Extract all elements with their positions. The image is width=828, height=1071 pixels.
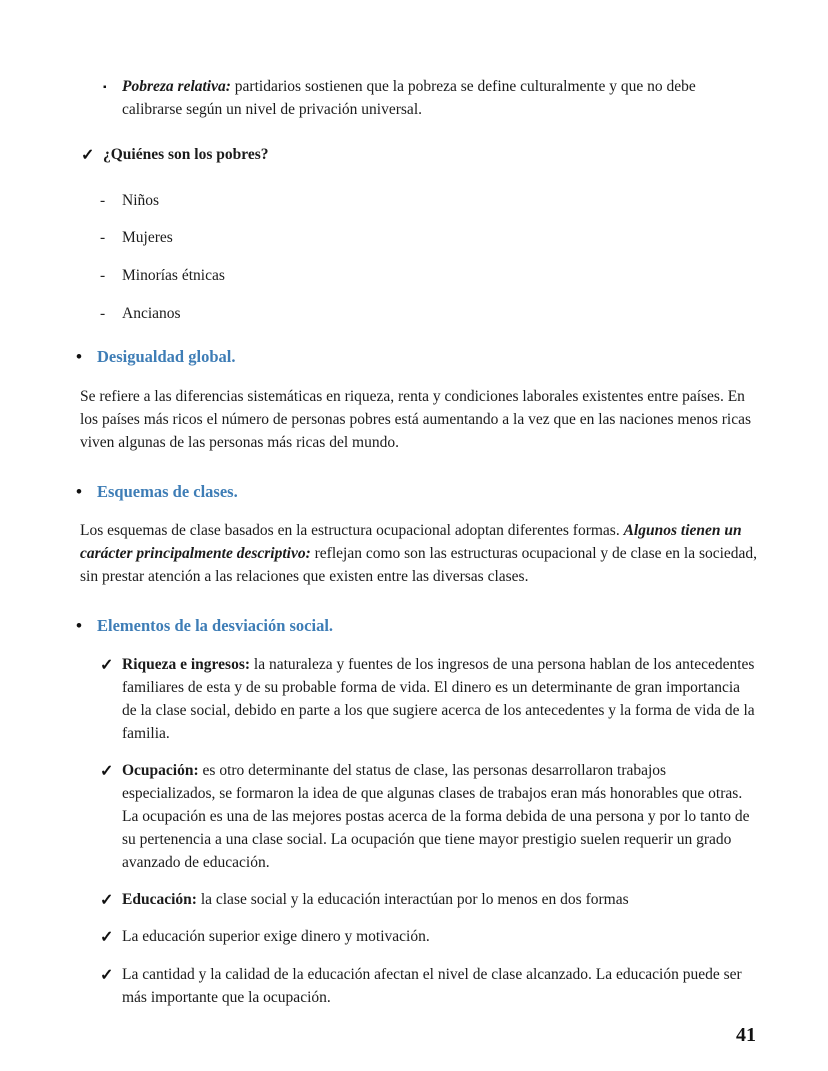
check-icon: ✓ [100, 966, 114, 984]
check-item-body: La educación superior exige dinero y motivación. [122, 928, 430, 946]
bullet-icon: • [76, 481, 82, 501]
desigualdad-paragraph: Se refiere a las diferencias sistemáticas en riqueza, renta y condiciones laborales existentes entre países. En los países más ricos el número de personas pobres está aumentando a la vez que en las naciones menos ricas viven algunas de las personas más ricas del mundo. [80, 387, 752, 451]
bullet-icon: • [76, 615, 82, 635]
desigualdad-heading-text: Desigualdad global. [97, 347, 236, 367]
list-item-label: Minorías étnicas [122, 267, 225, 285]
check-item-lead: Educación: [122, 890, 197, 908]
quienes-heading [81, 144, 758, 168]
check-item-body: es otro determinante del status de clase, las personas desarrollaron trabajos especializados, se formaron la idea de que algunas clases de trabajos eran más honorables que otras. La ocupación es una de las mejores postas acerca de la forma debida de una persona y por lo tanto de su pertenencia a una clase social. La ocupación que tiene mayor prestigio suelen requerir un grado avanzado de educación. [122, 761, 750, 871]
check-item-body: la clase social y la educación interactúan por lo menos en dos formas [196, 890, 629, 908]
dash-bullet-icon: - [100, 229, 106, 247]
quienes-list [100, 190, 758, 327]
dash-bullet-icon: - [100, 191, 106, 209]
list-item [100, 265, 758, 288]
dash-bullet-icon: - [100, 267, 106, 285]
list-item-pobreza-relativa [103, 76, 758, 122]
list-item-label: Mujeres [122, 229, 173, 247]
check-list-item-educacion [100, 889, 758, 913]
esquemas-paragraph-emphasis: Algunos tienen un carácter principalmente descriptivo: [80, 521, 742, 562]
square-bullet-icon: ▪ [103, 82, 107, 93]
check-item-text [122, 760, 758, 875]
page-number: 41 [736, 1024, 756, 1047]
list-item-label: Niños [122, 191, 160, 209]
bullet-icon: • [76, 347, 82, 367]
check-list-item-educacion-superior [100, 926, 758, 950]
elementos-heading-text: Elementos de la desviación social. [97, 615, 334, 635]
esquemas-paragraph [76, 520, 758, 589]
list-item-label: Ancianos [122, 305, 181, 323]
check-item-text [122, 889, 629, 913]
check-icon: ✓ [100, 657, 114, 675]
pobreza-relativa-text [122, 76, 758, 122]
list-item [100, 303, 758, 326]
esquemas-paragraph-end: reflejan como son las estructuras ocupacional y de clase en la sociedad, sin prestar atención a las relaciones que existen entre las diversas clases. [80, 544, 758, 585]
check-item-text [122, 964, 758, 1010]
check-icon: ✓ [100, 762, 114, 780]
list-item [100, 227, 758, 250]
check-list-item-ocupacion [100, 760, 758, 875]
check-list-item-riqueza [100, 654, 758, 746]
pobreza-relativa-body: partidarios sostienen que la pobreza se define culturalmente y que no debe calibrarse según un nivel de privación universal. [122, 78, 696, 118]
check-list-item-cantidad-calidad [100, 964, 758, 1010]
dash-bullet-icon: - [100, 305, 106, 323]
check-icon: ✓ [81, 146, 95, 164]
desigualdad-heading [76, 344, 758, 369]
pobreza-relativa-lead: Pobreza relativa: [122, 78, 231, 95]
esquemas-heading [76, 479, 758, 504]
check-item-body: la naturaleza y fuentes de los ingresos de una persona hablan de los antecedentes familiares de esta y de su probable forma de vida. El dinero es un determinante de gran importancia de la clase social, debido en parte a los que sugiere acerca de los antecedentes y la forma de vida de la familia. [122, 656, 755, 742]
list-item [100, 190, 758, 213]
check-item-body: La cantidad y la calidad de la educación afectan el nivel de clase alcanzado. La educación puede ser más importante que la ocupación. [122, 965, 742, 1006]
check-icon: ✓ [100, 891, 114, 909]
check-item-text [122, 654, 758, 746]
check-item-lead: Riqueza e ingresos: [122, 656, 251, 674]
esquemas-paragraph-start: Los esquemas de clase basados en la estructura ocupacional adoptan diferentes formas. [80, 521, 624, 539]
elementos-heading [76, 613, 758, 638]
quienes-heading-text: ¿Quiénes son los pobres? [103, 145, 269, 163]
esquemas-heading-text: Esquemas de clases. [97, 481, 238, 501]
check-item-text [122, 926, 430, 950]
check-item-lead: Ocupación: [122, 761, 199, 779]
check-icon: ✓ [100, 929, 114, 947]
